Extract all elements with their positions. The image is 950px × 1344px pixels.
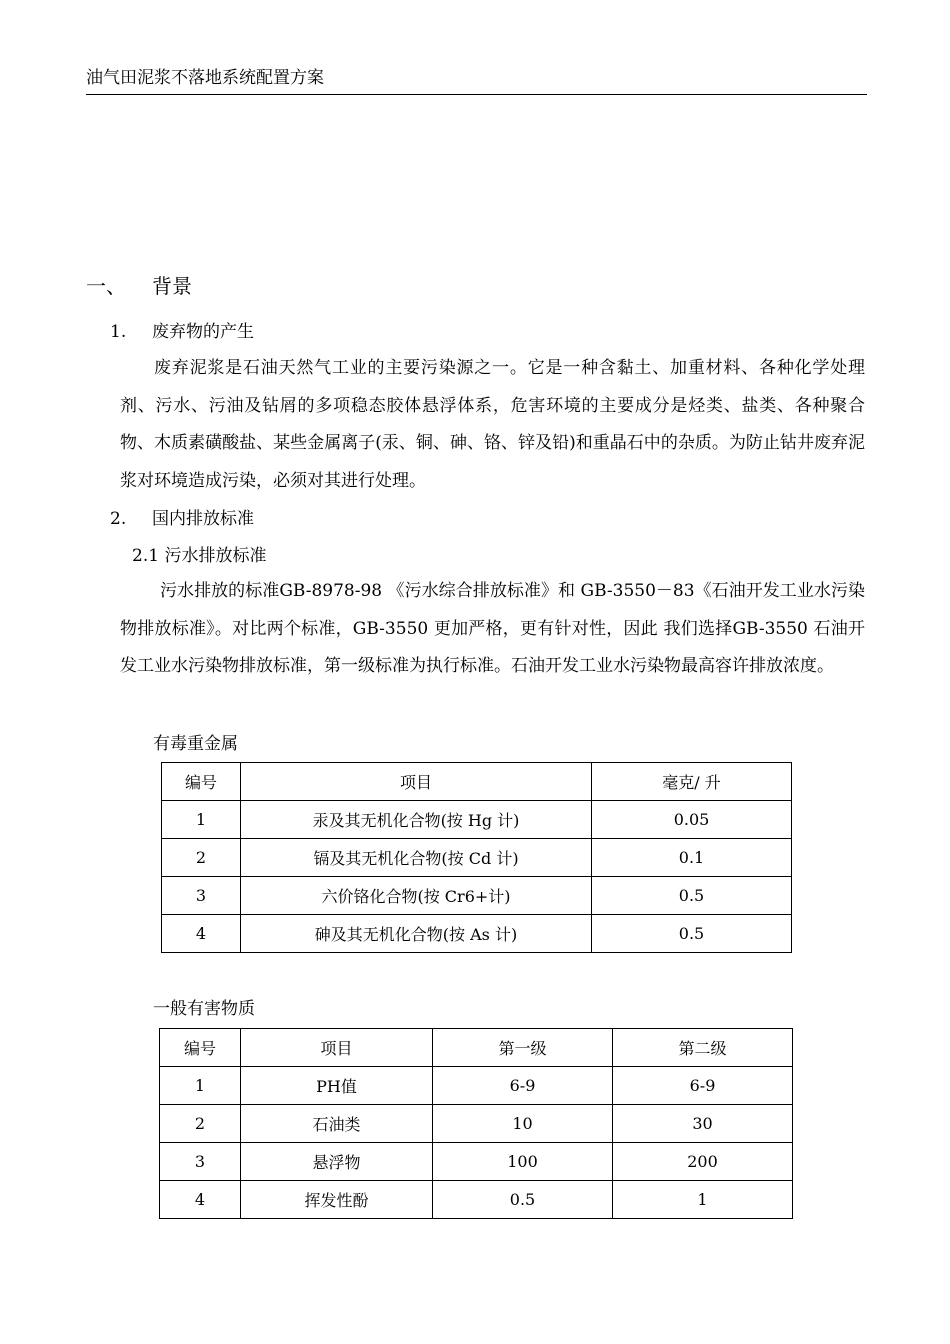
- table-cell: 砷及其无机化合物(按 As 计): [241, 915, 592, 953]
- column-header: 项目: [241, 763, 592, 801]
- table-cell: 汞及其无机化合物(按 Hg 计): [241, 801, 592, 839]
- table-cell: 挥发性酚: [241, 1181, 433, 1219]
- column-header: 编号: [162, 763, 241, 801]
- table-row: [160, 1067, 793, 1105]
- table-cell: 0.05: [592, 801, 792, 839]
- table-cell: 30: [613, 1105, 793, 1143]
- page-header: [86, 66, 867, 95]
- table-cell: 200: [613, 1143, 793, 1181]
- table-cell: 4: [162, 915, 241, 953]
- table-cell: 2: [160, 1105, 241, 1143]
- table-cell: 0.1: [592, 839, 792, 877]
- table-cell: 1: [613, 1181, 793, 1219]
- table-row: [162, 839, 792, 877]
- subsection-heading-1: [110, 320, 254, 344]
- table-cell: 4: [160, 1181, 241, 1219]
- table-cell: 镉及其无机化合物(按 Cd 计): [241, 839, 592, 877]
- column-header: 项目: [241, 1029, 433, 1067]
- subsection-heading-2: [110, 507, 254, 531]
- subsection-title: 国内排放标准: [152, 509, 254, 529]
- hazardous-substances-table: [159, 1028, 793, 1219]
- subsection-number: 1.: [110, 322, 127, 342]
- table-cell: 3: [160, 1143, 241, 1181]
- table-cell: 1: [160, 1067, 241, 1105]
- table-cell: PH值: [241, 1067, 433, 1105]
- table-row: [162, 877, 792, 915]
- paragraph-discharge-standard: 污水排放的标准GB-8978-98 《污水综合排放标准》和 GB-3550－83《石油开发工业水污染物排放标准》。对比两个标准，GB-3550 更加严格，更有针对性，因此 我们选择GB-3550 石油开发工业水污染物排放标准，第一级标准为执行标准。石油开发工业水污染物最高容许排放浓度。: [120, 581, 865, 676]
- table2-caption: 一般有害物质: [153, 999, 255, 1019]
- section-number: 一、: [86, 274, 126, 298]
- table-row: [162, 801, 792, 839]
- column-header: 第二级: [613, 1029, 793, 1067]
- subsection-heading-2-1: [132, 544, 266, 568]
- table-cell: 6-9: [433, 1067, 613, 1105]
- heavy-metals-table: [161, 762, 792, 953]
- subsection-title: 废弃物的产生: [152, 322, 254, 342]
- table-cell: 石油类: [241, 1105, 433, 1143]
- table-cell: 100: [433, 1143, 613, 1181]
- subsection-number: 2.: [110, 509, 127, 529]
- paragraph-waste-generation: 废弃泥浆是石油天然气工业的主要污染源之一。它是一种含黏土、加重材料、各种化学处理剂、污水、污油及钻屑的多项稳态胶体悬浮体系，危害环境的主要成分是烃类、盐类、各种聚合物、木质素磺酸盐、某些金属离子(汞、铜、砷、铬、锌及铅)和重晶石中的杂质。为防止钻井废弃泥浆对环境造成污染，必须对其进行处理。: [120, 358, 865, 491]
- table-row: [162, 915, 792, 953]
- table-cell: 0.5: [592, 877, 792, 915]
- subsection-title: 2.1 污水排放标准: [132, 546, 267, 566]
- section-title: 背景: [152, 274, 192, 298]
- table-cell: 六价铬化合物(按 Cr6+计): [241, 877, 592, 915]
- table-row: [160, 1181, 793, 1219]
- section-heading: [86, 272, 192, 300]
- table-header-row: [160, 1029, 793, 1067]
- header-title: 油气田泥浆不落地系统配置方案: [86, 68, 324, 88]
- column-header: 编号: [160, 1029, 241, 1067]
- table-cell: 0.5: [433, 1181, 613, 1219]
- table-header-row: [162, 763, 792, 801]
- table-row: [160, 1143, 793, 1181]
- table-cell: 3: [162, 877, 241, 915]
- column-header: 第一级: [433, 1029, 613, 1067]
- table-row: [160, 1105, 793, 1143]
- table-cell: 6-9: [613, 1067, 793, 1105]
- column-header: 毫克/ 升: [592, 763, 792, 801]
- table-cell: 0.5: [592, 915, 792, 953]
- table-cell: 1: [162, 801, 241, 839]
- table1-caption: 有毒重金属: [153, 734, 238, 754]
- table-cell: 悬浮物: [241, 1143, 433, 1181]
- table-cell: 2: [162, 839, 241, 877]
- table-cell: 10: [433, 1105, 613, 1143]
